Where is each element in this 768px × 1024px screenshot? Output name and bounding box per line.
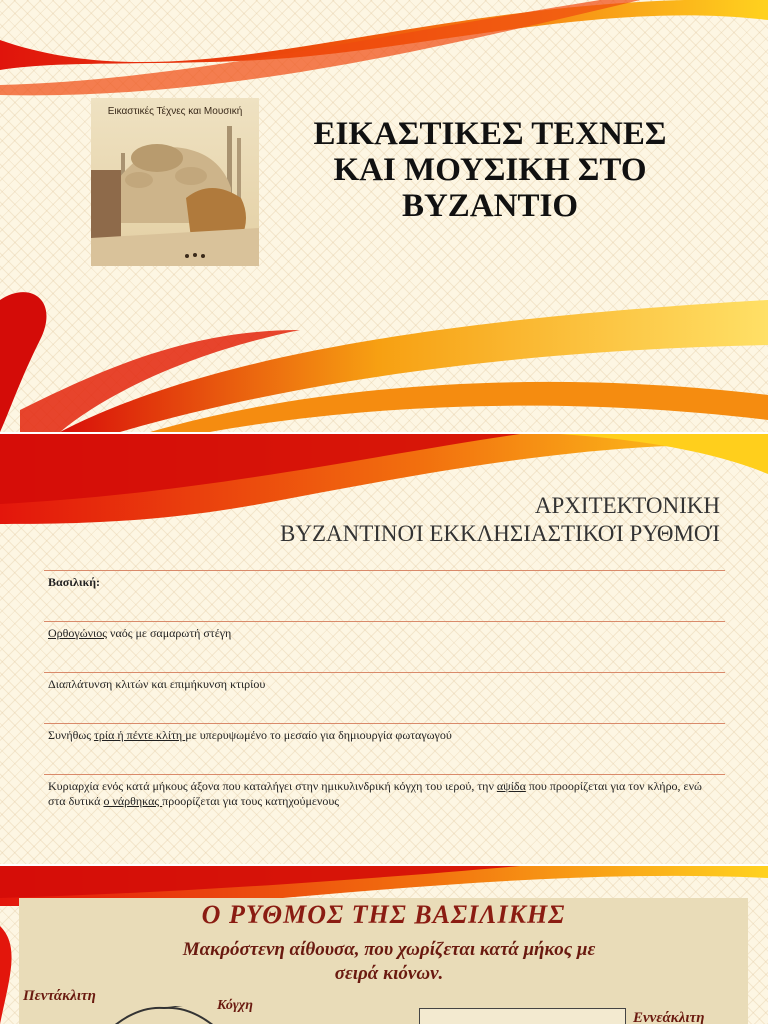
title-line: ΑΡΧΙΤΕΚΤΟΝΙΚΗ (534, 493, 720, 518)
slide-architecture (0, 434, 768, 864)
subtitle-line: σειρά κιόνων. (334, 963, 444, 984)
table-row (44, 723, 725, 774)
row-text: Κυριαρχία ενός κατά μήκους άξονα που καταλήγει στην ημικυλινδρική κόγχη του ιερού, την (48, 779, 497, 793)
table-row (44, 570, 725, 621)
title-line: ΚΑΙ ΜΟΥΣΙΚΗ ΣΤΟ (333, 152, 647, 188)
presentation-title (300, 116, 680, 224)
table-row (44, 774, 725, 834)
section-title (150, 492, 720, 548)
underlined-term: ο νάρθηκας (103, 794, 163, 808)
row-heading: Βασιλική: (48, 575, 101, 589)
row-text: που προορίζεται για τον κλήρο, ενώ στα δυτικά (48, 779, 702, 808)
row-text: Διαπλάτυνση κλιτών και επιμήκυνση κτιρίου (48, 677, 266, 691)
slide-title (0, 0, 768, 432)
row-text: Συνήθως (48, 728, 95, 742)
label-pentaklites: Πεντάκλιτη (23, 988, 96, 1004)
title-line: ΒΥΖΑΝΤΙΟ (401, 188, 579, 224)
title-line: ΒΥΖΑΝΤΙΝΟΊ ΕΚΚΛΗΣΙΑΣΤΙΚΟΊ ΡΥΘΜΟΊ (280, 521, 720, 546)
apse-plan-drawing (109, 1006, 219, 1024)
slide-basilica-style (0, 866, 768, 1024)
underlined-term: αψίδα (496, 779, 526, 793)
subtitle-line: Μακρόστενη αίθουσα, που χωρίζεται κατά μήκος με (182, 939, 596, 960)
illustration-subtitle (79, 938, 699, 986)
underlined-term: Ορθογώνιος (48, 626, 108, 640)
label-enneaklites: Εννεάκλιτη (633, 1010, 705, 1024)
basilica-features-table (44, 570, 725, 834)
floor-plan-drawing (419, 1008, 626, 1024)
row-text: προορίζεται για τους κατηχούμενους (162, 794, 340, 808)
title-line: ΕΙΚΑΣΤΙΚΕΣ ΤΕΧΝΕΣ (313, 116, 667, 152)
illustration-heading: Ο ΡΥΘΜΟΣ ΤΗΣ ΒΑΣΙΛΙΚΗΣ (201, 900, 566, 929)
image-caption: Εικαστικές Τέχνες και Μουσική (107, 106, 243, 117)
underlined-term: τρία ή πέντε κλίτη (94, 728, 186, 742)
label-kogchi: Κόγχη (217, 998, 253, 1013)
hagia-sophia-image (91, 98, 259, 266)
basilica-illustration (19, 898, 748, 1024)
table-row (44, 672, 725, 723)
row-text: ναός με σαμαρωτή στέγη (107, 626, 232, 640)
row-text: με υπερυψωμένο το μεσαίο για δημιουργία φωταγωγού (185, 728, 452, 742)
table-row (44, 621, 725, 672)
